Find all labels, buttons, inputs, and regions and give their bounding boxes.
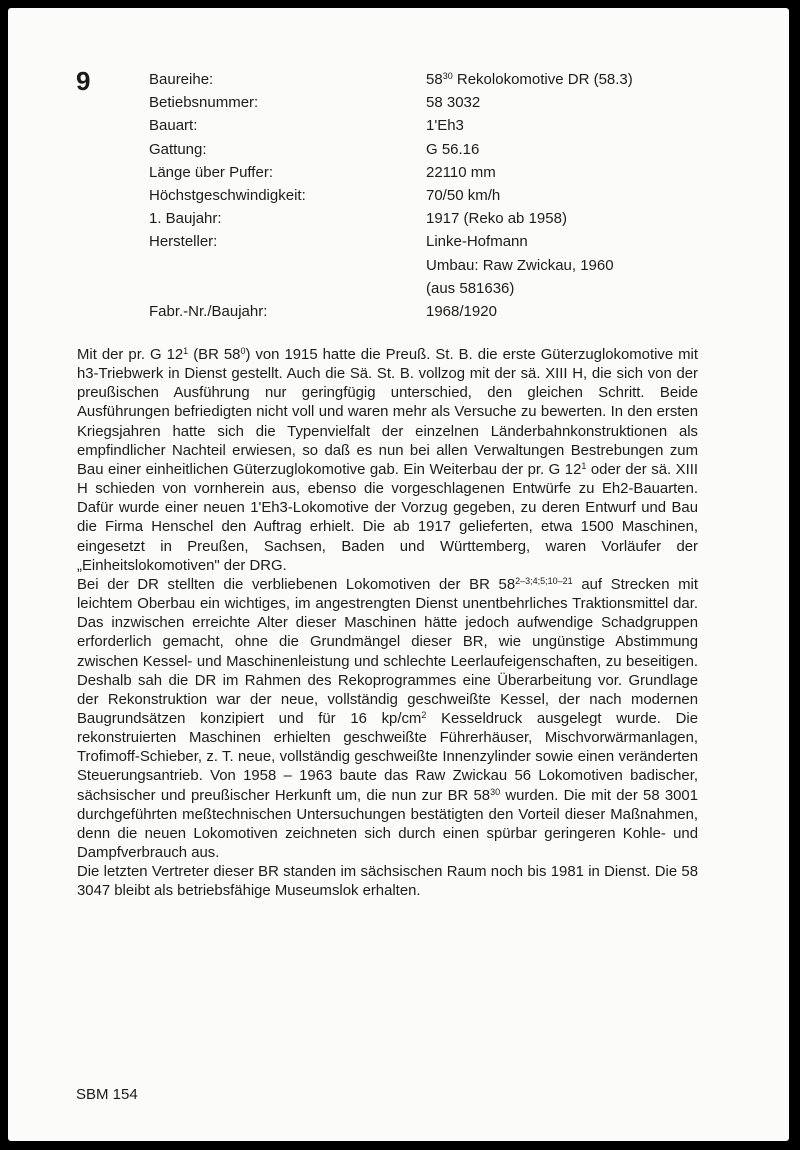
spec-label: Länge über Puffer: (149, 163, 273, 181)
spec-label: Betiebsnummer: (149, 94, 259, 112)
spec-label: Fabr.-Nr./Baujahr: (149, 303, 268, 321)
superscript: 0 (240, 346, 246, 356)
spec-value: Linke-Hofmann (426, 233, 528, 251)
spec-value: 58 3032 (426, 94, 481, 112)
spec-label: Hersteller: (149, 233, 218, 251)
paragraph-museum: Die letzten Vertreter dieser BR standen im sächsischen Raum noch bis 1981 in Dienst. Die 58 3047 bleibt als betriebsfähige Museumslok erhalten. (77, 864, 698, 900)
spec-row-fabrnr (149, 300, 709, 323)
spec-value: Umbau: Raw Zwickau, 1960 (426, 256, 614, 274)
spec-label: Baureihe: (149, 71, 214, 88)
spec-label (149, 277, 426, 300)
text-run: oder der sä. XIII H schieden von vornherein aus, ebenso die vorgeschlagenen Entwürfe zu Eh2-Bauarten. Dafür wurde einer neuen 1'Eh3-Lokomotive der Vorzug gegeben, zu deren Entwurf und Bau die Firma Henschel den Auftrag erhielt. Die ab 1917 gelieferten, etwa 1500 Maschinen, eingesetzt in Preußen, Sachsen, Baden und Württemberg, waren Vorläufer der „Einheitslokomotiven" der DRG. (77, 461, 698, 574)
text-run: Kesseldruck ausgelegt wurde. Die rekonstruierten Maschinen erhielten geschweißte Führerhäuser, Mischvorwärmanlagen, Trofimoff-Schieber, z. T. neue, vollständig geschweißte Innenzylinder sowie einen veränderten Steuerungsantrieb. Von 1958 – 1963 baute das Raw Zwickau 56 Lokomotiven badischer, sächsischer und preußischer Herkunft um, die nun zur BR 58 (77, 710, 698, 804)
spec-value (426, 68, 709, 91)
spec-value: 1'Eh3 (426, 117, 464, 135)
spec-value: 1917 (Reko ab 1958) (426, 210, 567, 228)
spec-row-baujahr (149, 207, 709, 230)
text-run: ) von 1915 hatte die Preuß. St. B. die erste Güterzuglokomotive mit h3-Triebwerk in Dienst gestellt. Auch die Sä. St. B. vollzog mit der sä. XIII H, die sich von der preußischen Ausführung nur geringfügig unterschied, den gleichen Schritt. Beide Ausführungen befriedigten nicht voll und waren mehr als Versuche zu bewerten. In den ersten Kriegsjahren hatte sich die Typenvielfalt der einzelnen Länderbahnkonstruktionen als empfindlicher Nachteil erwiesen, so daß es nun bei allen Verwaltungen Bestrebungen zum Bau einer einheitlichen Güterzuglokomotive gab. Ein Weiterbau der pr. G 12 (77, 347, 699, 478)
spec-value-suffix: Rekolokomotive DR (58.3) (452, 71, 633, 88)
spec-row-baureihe (149, 68, 709, 91)
superscript: 30 (442, 71, 453, 81)
spec-label: 1. Baujahr: (149, 210, 222, 228)
card-number: 9 (76, 66, 91, 96)
spec-value-main: 58 (426, 71, 443, 88)
spec-label (149, 254, 426, 277)
spec-row-gattung (149, 138, 709, 161)
paragraph-reconstruction (77, 576, 698, 863)
spec-row-umbau (149, 254, 709, 277)
spec-value: 70/50 km/h (426, 187, 501, 205)
superscript: 1 (581, 460, 587, 471)
spec-label: Bauart: (149, 117, 198, 135)
spec-row-laenge (149, 161, 709, 184)
footer-reference: SBM 154 (76, 1086, 138, 1103)
superscript: 30 (490, 786, 501, 797)
body-text (77, 346, 698, 902)
spec-label: Höchstgeschwindigkeit: (149, 187, 306, 205)
superscript: 2–3;4;5;10–21 (515, 575, 573, 586)
text-run: Bei der DR stellten die verbliebenen Lokomotiven der BR 58 (77, 576, 516, 593)
spec-value: 1968/1920 (426, 303, 497, 321)
spec-row-geschwindigkeit (149, 184, 709, 207)
superscript: 2 (421, 709, 427, 720)
spec-value: (aus 581636) (426, 279, 515, 297)
spec-label: Gattung: (149, 140, 207, 158)
info-card (8, 8, 789, 1141)
spec-table (149, 68, 709, 323)
spec-value: 22110 mm (426, 163, 496, 181)
spec-row-bauart (149, 114, 709, 137)
spec-row-hersteller (149, 230, 709, 253)
text-run: wurden. Die mit der 58 3001 durchgeführten meßtechnischen Untersuchungen bestätigten den Vorteil dieser Maßnahmen, denn die neuen Lokomotiven zeichneten sich durch einen spürbar geringeren Kohle- und Dampfverbrauch aus. (77, 787, 698, 862)
text-run: auf Strecken mit leichtem Oberbau ein wichtiges, im angestrengten Dienst unentbehrliches Traktionsmittel dar. Das inzwischen erreichte Alter dieser Maschinen hätte jedoch aufwendige Schadgruppen erforderlich gemacht, ohne die Grundmängel dieser BR, wie ungünstige Abstimmung zwischen Kessel- und Maschinenleistung und schlechte Leerlaufeigenschaften, zu beseitigen. Deshalb sah die DR im Rahmen des Rekoprogrammes eine Überarbeitung vor. Grundlage der Rekonstruktion war der neue, vollständig geschweißte Kessel, der nach modernen Baugrundsätzen konzipiert und für 16 kp/cm (77, 576, 698, 727)
spec-value: G 56.16 (426, 140, 480, 158)
spec-row-betriebsnummer (149, 91, 709, 114)
text-run: Mit der pr. G 12 (77, 347, 184, 363)
superscript: 1 (183, 346, 189, 356)
paragraph-history (77, 346, 698, 576)
text-run: (BR 58 (188, 347, 241, 363)
spec-row-herkunft (149, 277, 709, 300)
